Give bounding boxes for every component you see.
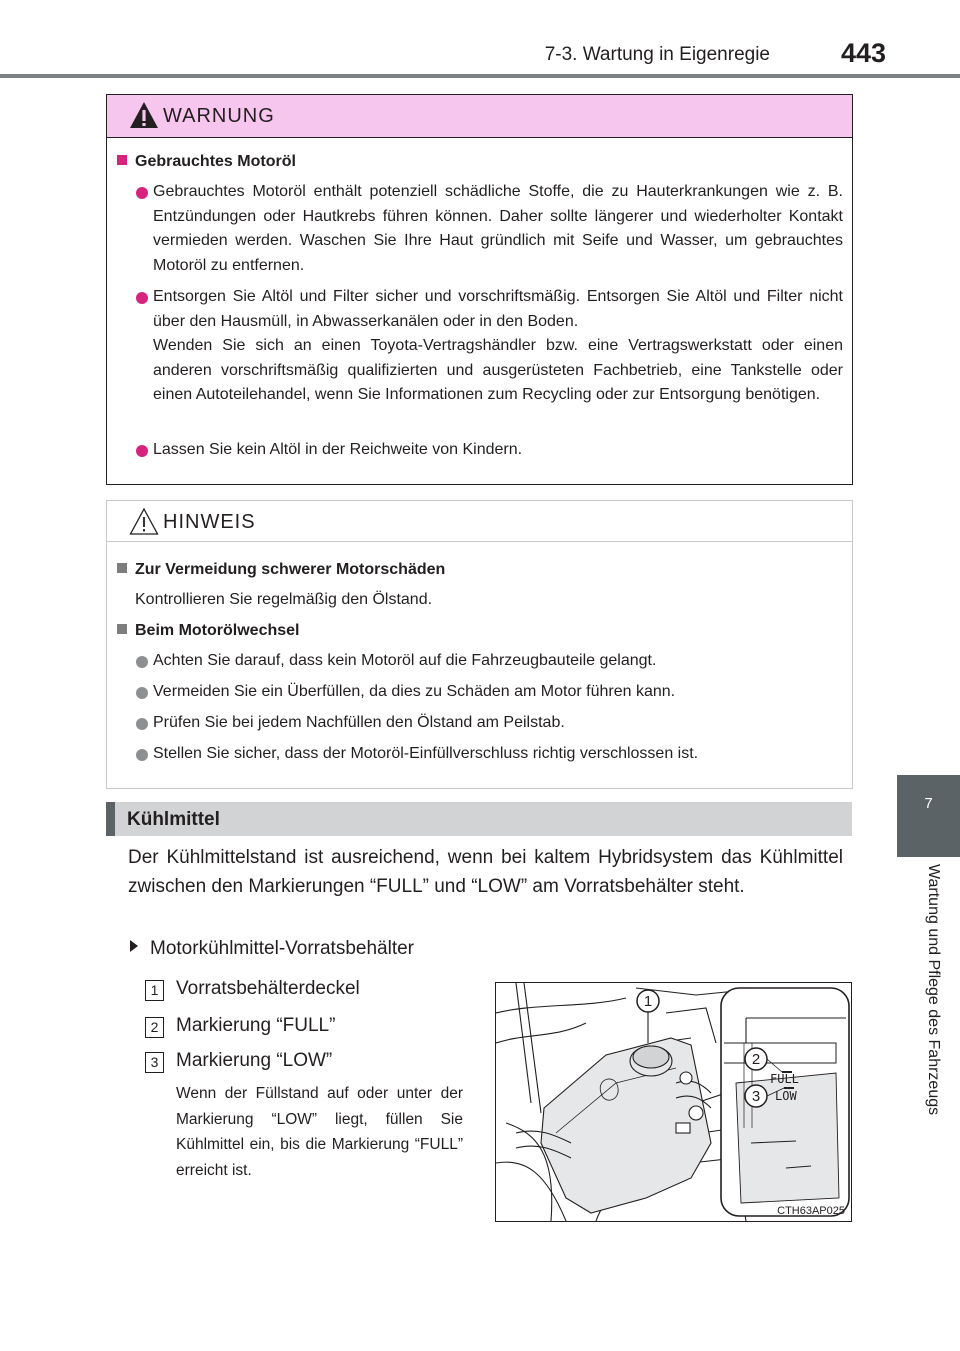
- coolant-heading: Kühlmittel: [127, 809, 220, 830]
- warning-title: WARNUNG: [163, 105, 275, 127]
- figure-code: CTH63AP025: [777, 1205, 845, 1217]
- item-label-2: Markierung “FULL”: [176, 1015, 336, 1036]
- warning-bullet-2-continuation: Wenden Sie sich an einen Toyota-Vertragshändler bzw. eine Vertragswerkstatt oder einen anderen vorschriftsmäßig qualifizierten und ausgerüsteten Fachbetrieb, eine Tankstelle oder einen Autoteilehandel, wenn Sie Informationen zum Recycling oder zur Entsorgung benötigen.: [153, 337, 843, 403]
- svg-text:2: 2: [751, 1051, 761, 1068]
- square-bullet-icon: [117, 563, 127, 573]
- coolant-subheading: Motorkühlmittel-Vorratsbehälter: [130, 938, 414, 960]
- warning-subheading: Gebrauchtes Motoröl: [117, 153, 296, 171]
- square-bullet-icon: [117, 155, 127, 165]
- full-mark-label: FULL: [770, 1072, 799, 1086]
- notice-bullet-1: Achten Sie darauf, dass kein Motoröl auf die Fahrzeugbauteile gelangt.: [153, 652, 657, 669]
- chapter-label: Wartung und Pflege des Fahrzeugs: [925, 864, 942, 1116]
- arrow-bullet-icon: [130, 940, 138, 952]
- notice-subheading-1: Zur Vermeidung schwerer Motorschäden: [117, 561, 445, 579]
- coolant-body: Der Kühlmittelstand ist ausreichend, wenn bei kaltem Hybridsystem das Kühlmittel zwischen den Markierungen “FULL” und “LOW” am Vorratsbehälter steht.: [128, 847, 843, 897]
- header-rule: [0, 74, 960, 78]
- svg-text:1: 1: [643, 993, 653, 1010]
- low-mark-label: LOW: [775, 1089, 797, 1103]
- callout-2: [745, 1048, 767, 1070]
- coolant-note: Wenn der Füllstand auf oder unter der Markierung “LOW” liegt, füllen Sie Kühlmittel ein, bis die Markierung “FULL” erreicht ist.: [176, 1085, 463, 1179]
- warning-bullet-1: Gebrauchtes Motoröl enthält potenziell schädliche Stoffe, die zu Hauterkrankungen wie z. B. Entzündungen oder Hautkrebs führen können. Daher sollte längerer und wiederholter Kontakt vermieden werden. Waschen Sie Ihre Haut gründlich mit Seife und Wasser, um gebrauchtes Motoröl zu entfernen.: [153, 183, 843, 274]
- item-label-3: Markierung “LOW”: [176, 1050, 333, 1071]
- warning-bullet-2: Entsorgen Sie Altöl und Filter sicher und vorschriftsmäßig. Entsorgen Sie Altöl und Filter nicht über den Hausmüll, in Abwasserkanälen oder in den Boden.: [153, 288, 843, 330]
- round-bullet-icon: [136, 749, 148, 761]
- notice-title: HINWEIS: [163, 511, 256, 533]
- svg-text:3: 3: [751, 1088, 761, 1105]
- chapter-number: 7: [924, 795, 933, 812]
- round-bullet-icon: [136, 292, 148, 304]
- page-number: 443: [840, 38, 886, 68]
- square-bullet-icon: [117, 624, 127, 634]
- callout-1: [637, 990, 659, 1012]
- warning-bullet-3: Lassen Sie kein Altöl in der Reichweite von Kindern.: [153, 441, 523, 458]
- warning-header: [107, 95, 852, 138]
- item-label-1: Vorratsbehälterdeckel: [176, 978, 360, 999]
- warning-box: [106, 94, 853, 485]
- warning-triangle-icon: [129, 101, 159, 129]
- round-bullet-icon: [136, 718, 148, 730]
- round-bullet-icon: [136, 445, 148, 457]
- coolant-reservoir-illustration: [495, 982, 852, 1222]
- item-number-2: 2: [145, 1017, 164, 1038]
- round-bullet-icon: [136, 656, 148, 668]
- coolant-section-header: [106, 802, 852, 836]
- round-bullet-icon: [136, 687, 148, 699]
- notice-bullet-3: Prüfen Sie bei jedem Nachfüllen den Ölstand am Peilstab.: [153, 714, 565, 731]
- engine-bay-drawing: [496, 983, 851, 1221]
- notice-subheading-2: Beim Motorölwechsel: [117, 622, 299, 640]
- section-title: 7-3. Wartung in Eigenregie: [544, 44, 770, 65]
- notice-header: [107, 501, 852, 542]
- notice-bullet-4: Stellen Sie sicher, dass der Motoröl-Einfüllverschluss richtig verschlossen ist.: [153, 745, 699, 762]
- notice-text-1: Kontrollieren Sie regelmäßig den Ölstand.: [135, 591, 433, 608]
- item-number-3: 3: [145, 1052, 164, 1073]
- notice-triangle-icon: [129, 507, 159, 535]
- round-bullet-icon: [136, 187, 148, 199]
- notice-bullet-2: Vermeiden Sie ein Überfüllen, da dies zu Schäden am Motor führen kann.: [153, 683, 676, 700]
- chapter-tab: [897, 775, 960, 857]
- item-number-1: 1: [145, 980, 164, 1001]
- notice-box: [106, 500, 853, 789]
- callout-3: [745, 1085, 767, 1107]
